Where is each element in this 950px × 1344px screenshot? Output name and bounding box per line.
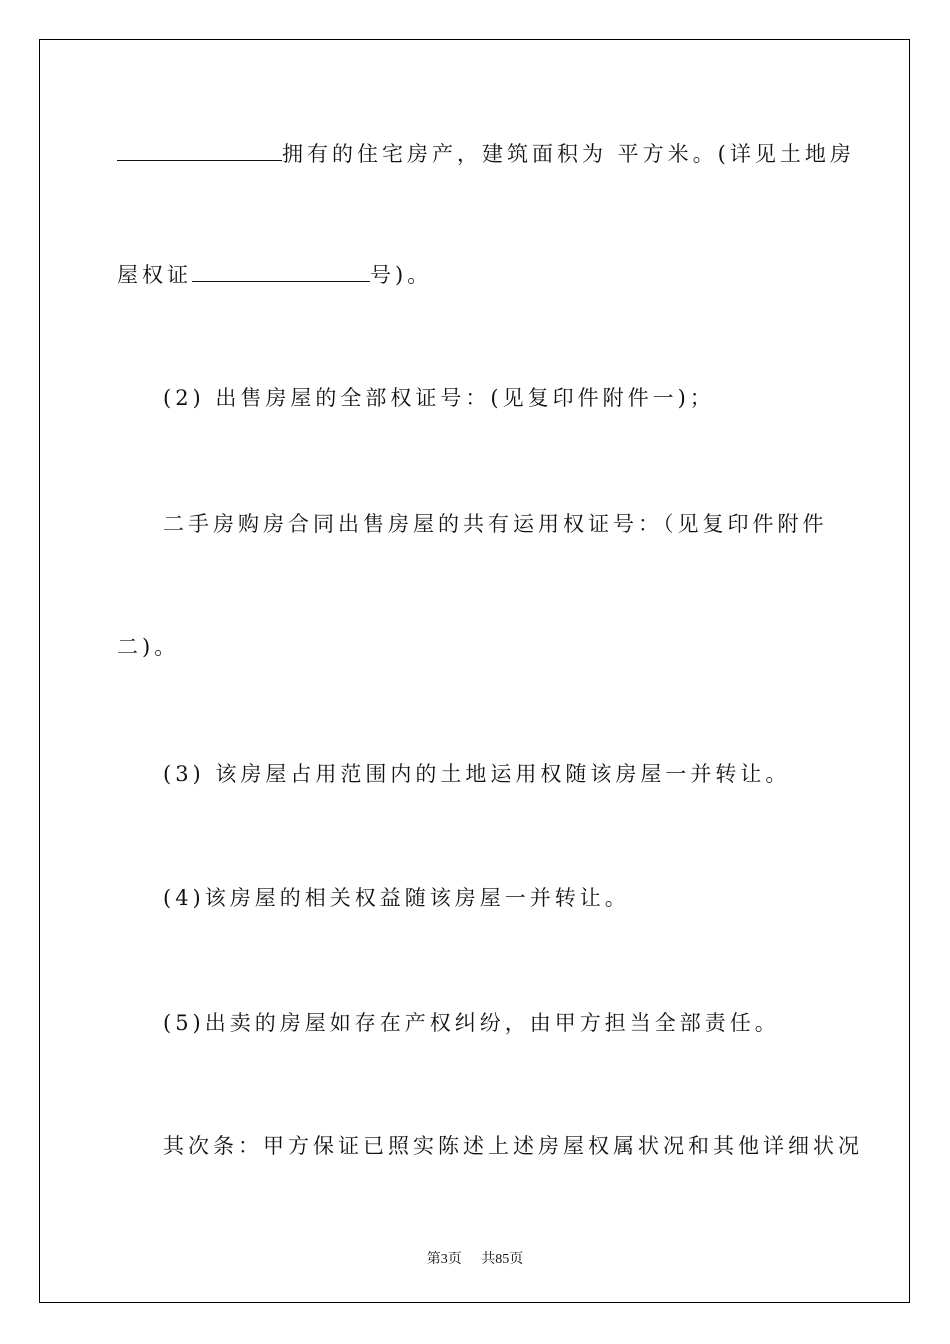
page-frame xyxy=(39,39,910,1303)
paragraph-line-3: (2) 出售房屋的全部权证号：(见复印件附件一)； xyxy=(163,386,715,410)
page-number: 第3页 xyxy=(426,1252,462,1267)
paragraph-line-6: (3) 该房屋占用范围内的土地运用权随该房屋一并转让。 xyxy=(163,762,791,786)
fill-in-blank-owner[interactable] xyxy=(117,138,282,161)
page-footer xyxy=(0,1248,950,1268)
paragraph-line-4: 二手房购房合同出售房屋的共有运用权证号：（见复印件附件 xyxy=(163,512,828,536)
paragraph-line-1: 拥有的住宅房产，建筑面积为 平方米。(详见土地房 xyxy=(117,138,855,169)
fill-in-blank-certificate[interactable] xyxy=(192,259,370,282)
paragraph-line-2: 屋权证 号)。 xyxy=(117,259,432,290)
total-pages: 共85页 xyxy=(481,1252,524,1267)
paragraph-line-7: (4)该房屋的相关权益随该房屋一并转让。 xyxy=(163,886,630,910)
paragraph-line-5: 二)。 xyxy=(117,635,180,659)
paragraph-line-8: (5)出卖的房屋如存在产权纠纷，由甲方担当全部责任。 xyxy=(163,1011,780,1035)
paragraph-line-9: 其次条：甲方保证已照实陈述上述房屋权属状况和其他详细状况 xyxy=(163,1134,863,1158)
